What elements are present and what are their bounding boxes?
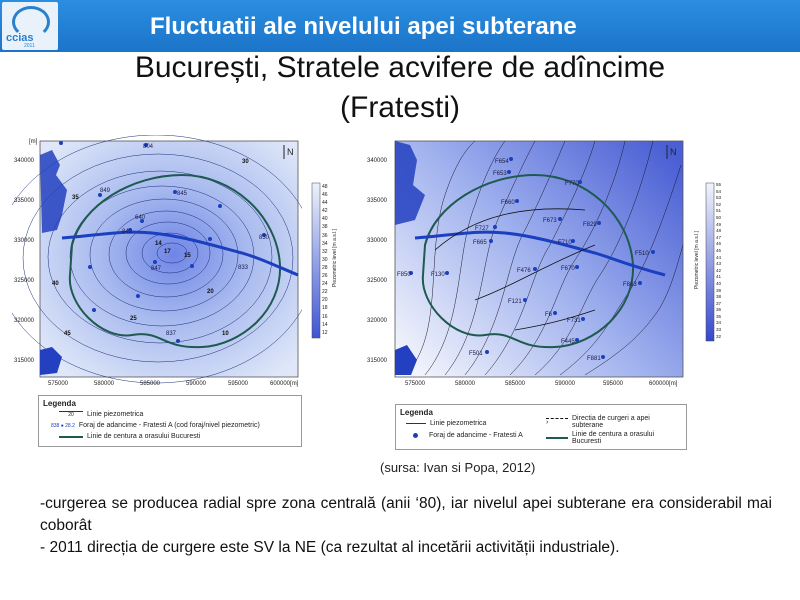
source-citation: (sursa: Ivan si Popa, 2012) (380, 460, 536, 475)
svg-text:330000: 330000 (14, 238, 35, 244)
svg-text:F665: F665 (473, 240, 487, 246)
point-label: 640 (135, 215, 146, 221)
slide-subtitle (0, 48, 800, 128)
svg-text:F653: F653 (493, 171, 507, 177)
svg-text:17: 17 (164, 249, 171, 255)
svg-text:F130: F130 (431, 272, 445, 278)
svg-text:575000: 575000 (405, 381, 426, 387)
ccias-logo (2, 2, 58, 50)
svg-text:600000[m]: 600000[m] (649, 381, 678, 387)
point-label: 847 (151, 266, 162, 272)
legend-title: Legenda (400, 408, 433, 417)
right-legend (395, 404, 687, 450)
svg-text:F673: F673 (543, 218, 557, 224)
legend-title: Legenda (43, 399, 76, 408)
svg-text:F727: F727 (475, 226, 489, 232)
legend-row: 838 ● 28.2 Foraj de adancime - Fratesti A (cod foraj/nivel piezometric) (51, 422, 260, 429)
svg-text:F476: F476 (517, 268, 531, 274)
svg-text:F445: F445 (561, 339, 575, 345)
svg-text:315000: 315000 (14, 358, 35, 364)
svg-text:320000: 320000 (367, 318, 388, 324)
svg-text:30: 30 (242, 159, 249, 165)
svg-text:15: 15 (184, 253, 191, 259)
svg-text:315000: 315000 (367, 358, 388, 364)
bullet-list (40, 493, 772, 559)
point-label: 849 (100, 188, 111, 194)
svg-text:590000: 590000 (555, 381, 576, 387)
svg-text:F863: F863 (623, 282, 637, 288)
svg-text:585000: 585000 (505, 381, 526, 387)
svg-text:25: 25 (130, 316, 137, 322)
logo-year: 2011 (24, 43, 35, 49)
right-map (365, 135, 685, 390)
legend-row: Linie piezometrica (406, 420, 486, 427)
legend-row: 20 Linie piezometrica (59, 411, 143, 418)
subtitle-line-2: (Fratesti) (340, 91, 460, 124)
left-legend (38, 395, 302, 447)
svg-text:Piezometric level [m a.s.l.]: Piezometric level [m a.s.l.] (694, 230, 700, 290)
svg-text:40: 40 (52, 281, 59, 287)
right-map-field (395, 141, 683, 377)
left-x-ticks (48, 381, 299, 387)
axis-unit: [m] (29, 139, 38, 145)
logo-text: ccias (6, 32, 34, 44)
left-y-ticks (14, 158, 35, 364)
svg-text:F121: F121 (508, 299, 522, 305)
left-scale-values: 48 46 44 42 40 38 36 34 32 30 28 26 24 22 20 18 16 14 12 (322, 184, 328, 336)
title-bar (0, 0, 800, 52)
svg-text:580000: 580000 (455, 381, 476, 387)
point-label: 837 (166, 331, 177, 337)
svg-text:325000: 325000 (367, 278, 388, 284)
svg-text:35: 35 (72, 195, 79, 201)
svg-text:F501: F501 (469, 351, 483, 357)
right-scale-values: 55 54 53 52 51 50 49 48 47 46 45 44 43 42 41 40 39 38 37 36 35 34 33 32 (716, 182, 722, 339)
svg-text:F770: F770 (565, 181, 579, 187)
svg-text:585000: 585000 (140, 381, 161, 387)
svg-text:20: 20 (207, 289, 214, 295)
right-color-scale (688, 180, 728, 345)
left-map (12, 135, 302, 390)
svg-text:600000[m]: 600000[m] (270, 381, 299, 387)
bullet-item: - 2011 direcția de curgere este SV la NE (ca rezultat al incetării activității industriale). (40, 539, 620, 556)
svg-text:330000: 330000 (367, 238, 388, 244)
svg-text:F654: F654 (495, 159, 509, 165)
bullet-item: -curgerea se producea radial spre zona centrală (anii ‘80), iar nivelul apei subterane era considerabil mai coborât (40, 495, 772, 534)
slide-title: Fluctuatii ale nivelului apei subterane (150, 13, 577, 40)
point-label: 845 (177, 191, 188, 197)
svg-text:F660: F660 (501, 200, 515, 206)
right-x-ticks (405, 381, 678, 387)
point-label: 833 (238, 265, 249, 271)
svg-text:590000: 590000 (186, 381, 207, 387)
svg-text:325000: 325000 (14, 278, 35, 284)
svg-text:F670: F670 (561, 266, 575, 272)
svg-text:F731: F731 (567, 318, 581, 324)
legend-row: Linie de centura a orasului Bucuresti (546, 431, 681, 445)
svg-text:F710: F710 (558, 240, 572, 246)
point-label: 842 (122, 229, 133, 235)
legend-row: › Directia de curgeri a apei subterane (546, 415, 650, 429)
svg-text:340000: 340000 (367, 158, 388, 164)
svg-text:N: N (670, 147, 677, 157)
svg-text:320000: 320000 (14, 318, 35, 324)
svg-text:335000: 335000 (14, 198, 35, 204)
svg-text:F829: F829 (583, 222, 597, 228)
svg-text:F881: F881 (587, 356, 601, 362)
point-label: 804 (143, 144, 154, 150)
svg-text:340000: 340000 (14, 158, 35, 164)
svg-text:580000: 580000 (94, 381, 115, 387)
svg-text:F850: F850 (397, 272, 411, 278)
subtitle-line-1: București, Stratele acvifere de adîncime (134, 51, 666, 84)
svg-text:10: 10 (222, 331, 229, 337)
point-label: 830 (259, 235, 270, 241)
left-color-scale (310, 178, 344, 343)
right-y-ticks (367, 158, 388, 364)
right-map-svg (365, 135, 685, 390)
svg-text:F510: F510 (635, 251, 649, 257)
svg-text:595000: 595000 (228, 381, 249, 387)
svg-text:595000: 595000 (603, 381, 624, 387)
svg-text:335000: 335000 (367, 198, 388, 204)
svg-text:45: 45 (64, 331, 71, 337)
svg-text:14: 14 (155, 241, 162, 247)
svg-text:F6: F6 (545, 312, 553, 318)
legend-row: Foraj de adancime - Fratesti A (406, 432, 523, 439)
svg-text:Piezometric level [m a.s.l.]: Piezometric level [m a.s.l.] (332, 228, 338, 288)
svg-text:N: N (287, 147, 294, 157)
legend-row: Linie de centura a orasului Bucuresti (59, 433, 200, 440)
svg-text:575000: 575000 (48, 381, 69, 387)
left-map-svg (12, 135, 302, 390)
